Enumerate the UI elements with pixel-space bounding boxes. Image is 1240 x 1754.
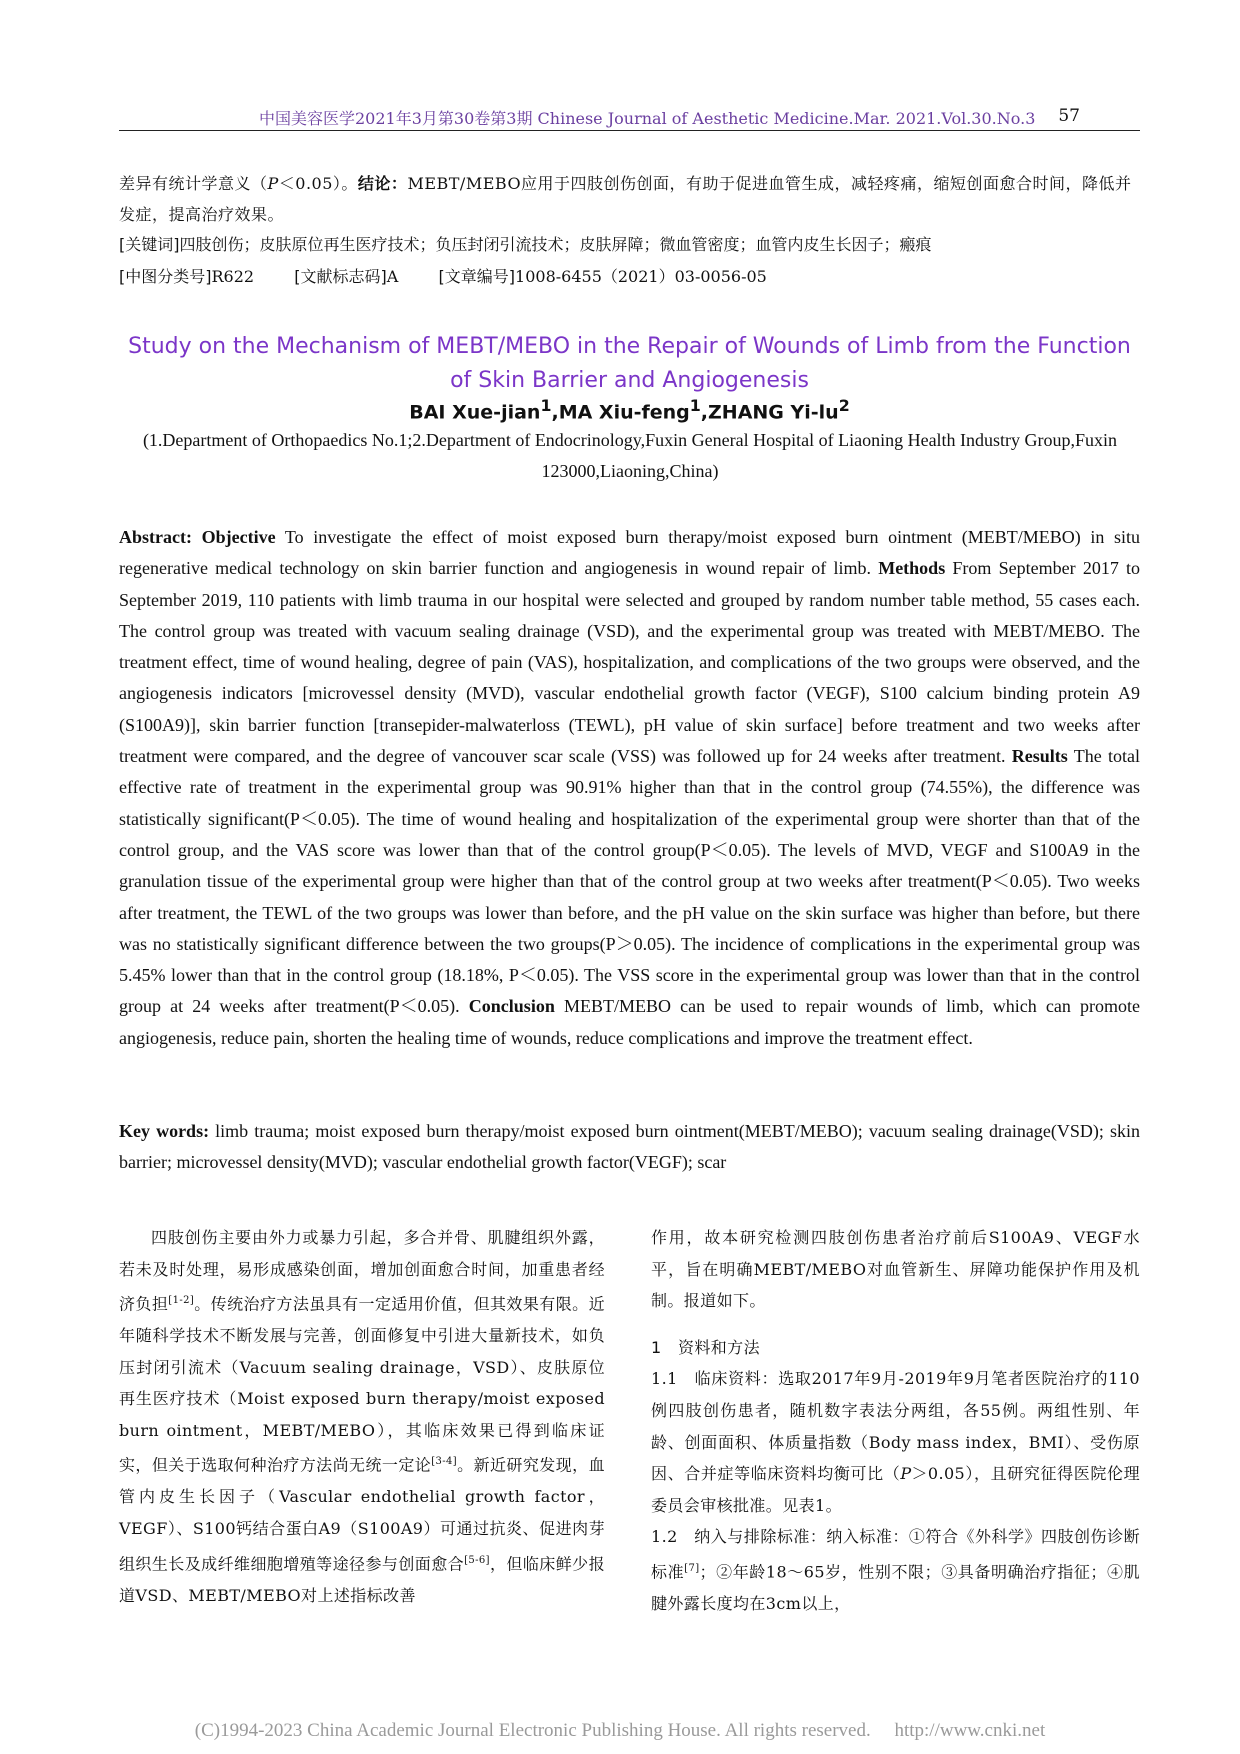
english-abstract: Abstract: Objective To investigate the effect of moist exposed burn therapy/moist exposed burn ointment (MEBT/MEBO) in situ regenerative medical technology on skin barrier function and angiogenesis in wound repair of limb. Methods From September 2017 to September 2019, 110 patients with limb trauma in our hospital were selected and grouped by random number table method, 55 cases each. The control group was treated with vacuum sealing drainage (VSD), and the experimental group was treated with MEBT/MEBO. The treatment effect, time of wound healing, degree of pain (VAS), hospitalization, and complications of the two groups were observed, and the angiogenesis indicators [microvessel density (MVD), vascular endothelial growth factor (VEGF), S100 calcium binding protein A9 (S100A9)], skin barrier function [transepider-malwaterloss (TEWL), pH value of skin surface] before treatment and two weeks after treatment were compared, and the degree of vancouver scar scale (VSS) was followed up for 24 weeks after treatment. Results The total effective rate of treatment in the experimental group was 90.91% higher than that in the control group (74.55%), the difference was statistically significant(P＜0.05). The time of wound healing and hospitalization of the experimental group were shorter than that of the control group, and the VAS score was lower than that of the control group(P＜0.05). The levels of MVD, VEGF and S100A9 in the granulation tissue of the experimental group were higher than that of the control group at two weeks after treatment(P＜0.05). Two weeks after treatment, the TEWL of the two groups was lower than before, and the pH value on the skin surface was higher than before, but there was no statistically significant difference between the two groups(P＞0.05). The incidence of complications in the experimental group was 5.45% lower than that in the control group (18.18%, P＜0.05). The VSS score in the experimental group was lower than that in the control group at 24 weeks after treatment(P＜0.05). Conclusion MEBT/MEBO can be used to repair wounds of limb, which can promote angiogenesis, reduce pain, shorten the healing time of wounds, reduce complications and improve the treatment effect.	[119, 527, 1141, 1048]
body-column-right	[651, 1222, 1140, 1619]
journal-header: 中国美容医学2021年3月第30卷第3期 Chinese Journal of Aesthetic Medicine.Mar. 2021.Vol.30.No.3	[259, 109, 1036, 128]
section-heading: 1 资料和方法	[651, 1337, 760, 1357]
intro-continued: 作用，故本研究检测四肢创伤患者治疗前后S100A9、VEGF水平，旨在明确MEBT/MEBO对血管新生、屏障功能保护作用及机制。报道如下。	[651, 1228, 1140, 1311]
citation: [5-6]	[464, 1554, 490, 1566]
running-header	[119, 100, 1140, 131]
authors: BAI Xue-jian$^1$,MA Xiu-feng$^1$,ZHANG $Yi-lu^2$	[409, 396, 850, 424]
affiliation: (1.Department of Orthopaedics No.1;2.Department of Endocrinology,Fuxin General Hospital of Liaoning Health Industry Group,Fuxin 123000,Liaoning,China)	[142, 430, 1118, 481]
citation: [1-2]	[168, 1295, 195, 1307]
citation: [3-4]	[431, 1456, 458, 1468]
page-number: 57	[1058, 106, 1080, 126]
citation: [7]	[684, 1562, 700, 1574]
results-label: Results	[1011, 746, 1068, 767]
criteria-paragraph: 1.2 纳入与排除标准：纳入标准：①符合《外科学》四肢创伤诊断标准[7]；②年龄18～65岁，性别不限；③具备明确治疗指征；④肌腱外露长度均在3cm以上，	[651, 1527, 1140, 1613]
conclusion-label-en: Conclusion	[468, 996, 555, 1017]
cn-abstract-tail: 差异有统计学意义（P＜0.05）。结论：MEBT/MEBO应用于四肢创伤创面，有助于促进血管生成，减轻疼痛，缩短创面愈合时间，降低并发症，提高治疗效果。	[119, 174, 1132, 224]
cn-classification: [中图分类号]R622 [文献标志码]A [文章编号]1008-6455（2021）03-0056-05	[119, 267, 767, 286]
copyright-footer: (C)1994-2023 China Academic Journal Electronic Publishing House. All rights reserved. http://www.cnki.net	[194, 1720, 1046, 1741]
english-keywords: Key words: limb trauma; moist exposed burn therapy/moist exposed burn ointment(MEBT/MEBO); vacuum sealing drainage(VSD); skin barrier; microvessel density(MVD); vascular endothelial growth factor(VEGF); scar	[119, 1121, 1140, 1172]
body-column-left	[119, 1222, 605, 1611]
conclusion-label: 结论：	[357, 174, 408, 193]
key-words-label: Key words:	[119, 1121, 210, 1141]
abstract-label: Abstract: Objective	[119, 527, 276, 547]
english-title: Study on the Mechanism of MEBT/MEBO in the Repair of Wounds of Limb from the Function of Skin Barrier and Angiogenesis	[128, 334, 1131, 393]
cn-keywords: [关键词]四肢创伤；皮肤原位再生医疗技术；负压封闭引流技术；皮肤屏障；微血管密度；血管内皮生长因子；瘢痕	[119, 235, 932, 254]
keywords-label: [关键词]	[119, 235, 180, 254]
methods-label: Methods	[878, 558, 946, 579]
intro-paragraph: 四肢创伤主要由外力或暴力引起，多合并骨、肌腱组织外露，若未及时处理，易形成感染创面，增加创面愈合时间，加重患者经济负担[1-2]。传统治疗方法虽具有一定适用价值，但其效果有限。近年随科学技术不断发展与完善，创面修复中引进大量新技术，如负压封闭引流术（Vacuum sealing drainage，VSD）、皮肤原位再生医疗技术（Moist exposed burn therapy/moist exposed burn ointment，MEBT/MEBO），其临床效果已得到临床证实，但关于选取何种治疗方法尚无统一定论[3-4]。新近研究发现，血管内皮生长因子（Vascular endothelial growth factor，VEGF）、S100钙结合蛋白A9（S100A9）可通过抗炎、促进肉芽组织生长及成纤维细胞增殖等途径参与创面愈合[5-6]，但临床鲜少报道VSD、MEBT/MEBO对上述指标改善	[119, 1228, 605, 1605]
clinical-data-paragraph: 1.1 临床资料：选取2017年9月-2019年9月笔者医院治疗的110例四肢创伤患者，随机数字表法分两组，各55例。两组性别、年龄、创面面积、体质量指数（Body mass index，BMI）、受伤原因、合并症等临床资料均衡可比（P＞0.05），且研究征得医院伦理委员会审核批准。见表1。	[651, 1369, 1140, 1515]
